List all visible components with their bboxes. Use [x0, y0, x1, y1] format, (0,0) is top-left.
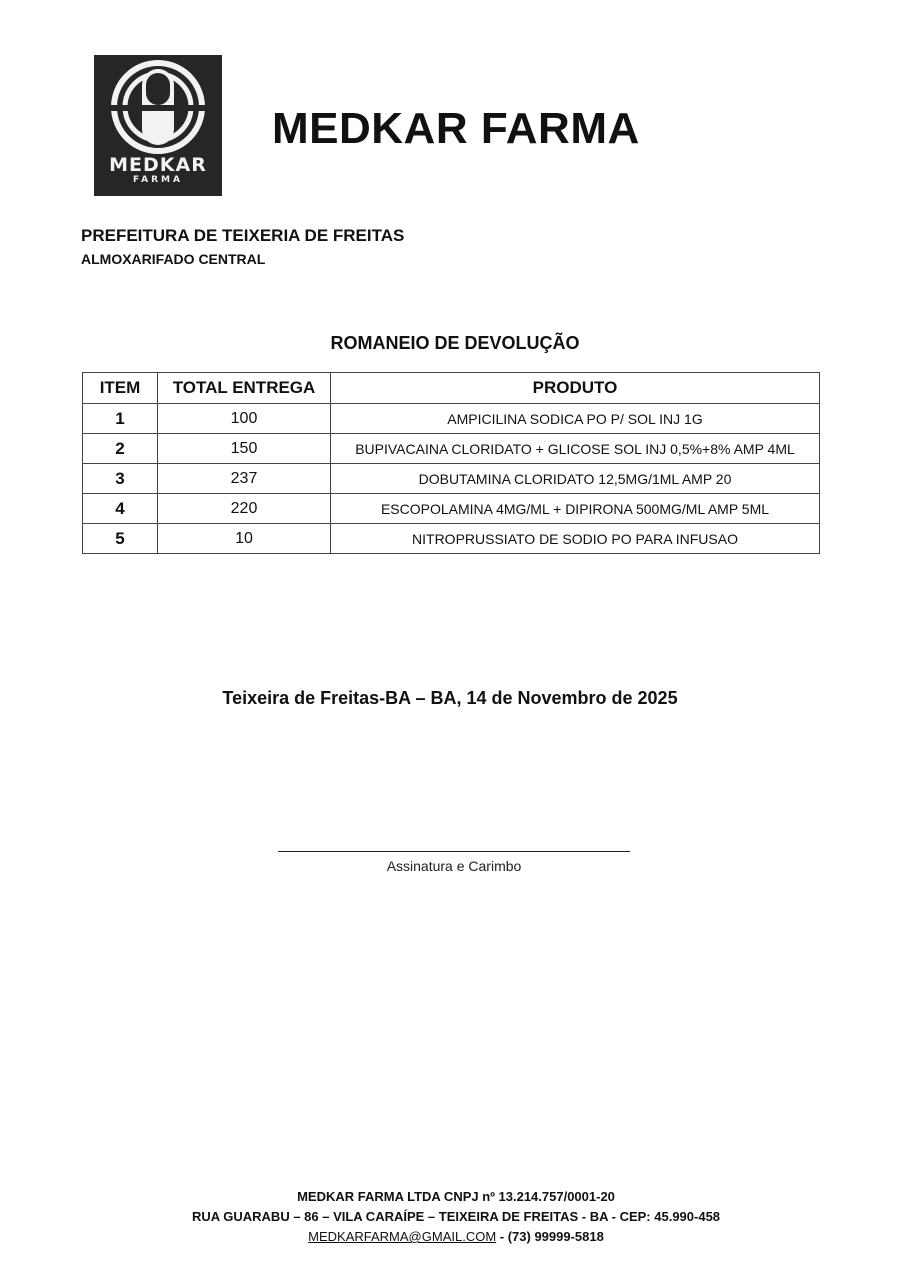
table-row — [83, 434, 820, 464]
place-and-date: Teixeira de Freitas-BA – BA, 14 de Novembro de 2025 — [222, 688, 678, 708]
item-number: 5 — [83, 524, 158, 554]
table-header-row — [83, 373, 820, 404]
organization-name: PREFEITURA DE TEIXERIA DE FREITAS — [81, 226, 405, 245]
signature-label: Assinatura e Carimbo — [386, 858, 522, 874]
items-table — [82, 372, 820, 554]
logo-tagline: FARMA — [133, 175, 183, 185]
total-entrega: 237 — [158, 464, 331, 494]
table-row — [83, 524, 820, 554]
department-name: ALMOXARIFADO CENTRAL — [81, 251, 266, 267]
header-produto: PRODUTO — [331, 373, 820, 404]
footer-contact — [0, 1229, 900, 1244]
item-number: 4 — [83, 494, 158, 524]
logo-name: MEDKAR — [109, 154, 207, 176]
item-number: 2 — [83, 434, 158, 464]
product-name: ESCOPOLAMINA 4MG/ML + DIPIRONA 500MG/ML AMP 5ML — [331, 494, 820, 524]
table-row — [83, 464, 820, 494]
item-number: 3 — [83, 464, 158, 494]
product-name: NITROPRUSSIATO DE SODIO PO PARA INFUSAO — [331, 524, 820, 554]
header-item: ITEM — [83, 373, 158, 404]
product-name: BUPIVACAINA CLORIDATO + GLICOSE SOL INJ 0,5%+8% AMP 4ML — [331, 434, 820, 464]
total-entrega: 150 — [158, 434, 331, 464]
header-total-entrega: TOTAL ENTREGA — [158, 373, 331, 404]
signature-line — [278, 851, 630, 852]
total-entrega: 220 — [158, 494, 331, 524]
total-entrega: 10 — [158, 524, 331, 554]
document-title: ROMANEIO DE DEVOLUÇÃO — [330, 333, 580, 353]
company-logo — [94, 55, 222, 196]
brand-title: MEDKAR FARMA — [272, 104, 640, 153]
table-row — [83, 404, 820, 434]
item-number: 1 — [83, 404, 158, 434]
table-row — [83, 494, 820, 524]
footer-phone: - (73) 99999-5818 — [496, 1229, 604, 1244]
total-entrega: 100 — [158, 404, 331, 434]
footer-email-link[interactable]: MEDKARFARMA@GMAIL.COM — [308, 1229, 497, 1244]
product-name: DOBUTAMINA CLORIDATO 12,5MG/1ML AMP 20 — [331, 464, 820, 494]
product-name: AMPICILINA SODICA PO P/ SOL INJ 1G — [331, 404, 820, 434]
footer-company: MEDKAR FARMA LTDA CNPJ nº 13.214.757/0001-20 — [297, 1189, 615, 1204]
footer-address: RUA GUARABU – 86 – VILA CARAÍPE – TEIXEIRA DE FREITAS - BA - CEP: 45.990-458 — [191, 1209, 721, 1224]
